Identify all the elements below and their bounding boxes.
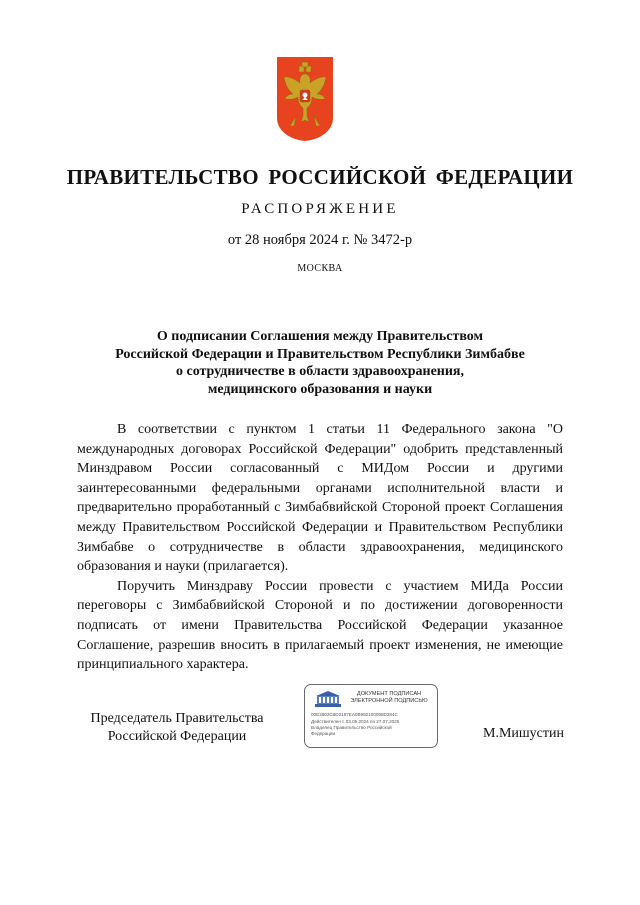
stamp-owner: Владелец Правительство Российской: [311, 725, 392, 730]
government-title: ПРАВИТЕЛЬСТВО РОССИЙСКОЙ ФЕДЕРАЦИИ: [66, 165, 574, 189]
stamp-title-line: ЭЛЕКТРОННОЙ ПОДПИСЬЮ: [350, 698, 428, 704]
electronic-signature-stamp: [304, 684, 438, 748]
signatory-name: М.Мишустин: [483, 726, 564, 741]
body-paragraph: В соответствии с пунктом 1 статьи 11 Федерального закона "О международных договорах Российской Федерации" одобрить представленный Минздравом России согласованный с МИДом России и другими заинтересованными федеральными органами исполнительной власти и предварительно проработанный с Зимбабвийской Стороной проект Соглашения между Правительством Российской Федерации и Правительством Республики Зимбабве о сотрудничестве в области здравоохранения, медицинского образования и науки (прилагается).: [77, 422, 563, 575]
subject-line: О подписании Соглашения между Правительством: [156, 329, 484, 344]
stamp-certificate: 00E3602C6D2197EA0B992100098D284C: [311, 712, 398, 717]
position-line: Российской Федерации: [107, 729, 247, 744]
government-building-icon: [313, 690, 343, 708]
document-city: МОСКВА: [297, 263, 343, 274]
subject-line: о сотрудничестве в области здравоохранения,: [175, 364, 464, 379]
document-body: [77, 420, 563, 675]
position-line: Председатель Правительства: [90, 711, 264, 726]
stamp-validity: Действителен с 03.05.2024 по 27.07.2025: [311, 719, 400, 724]
coat-of-arms-icon: [276, 56, 334, 142]
subject-line: медицинского образования и науки: [207, 381, 433, 397]
stamp-title: [345, 691, 433, 705]
subject-line: Российской Федерации и Правительством Республики Зимбабве: [115, 346, 525, 362]
document-date-number: от 28 ноября 2024 г. № 3472-р: [227, 232, 413, 248]
body-paragraph: Поручить Минздраву России провести с участием МИДа России переговоры с Зимбабвийской Стороной и по достижении договоренности подписать от имени Правительства Российской Федерации указанное Соглашение, разрешив вносить в прилагаемый проект изменения, не имеющие принципиального характера.: [77, 578, 563, 673]
stamp-owner-cont: Федерации: [311, 731, 336, 736]
stamp-title-line: ДОКУМЕНТ ПОДПИСАН: [356, 691, 422, 697]
document-type: РАСПОРЯЖЕНИЕ: [241, 201, 399, 217]
signatory-position: [77, 710, 277, 746]
document-subject: [80, 328, 560, 398]
